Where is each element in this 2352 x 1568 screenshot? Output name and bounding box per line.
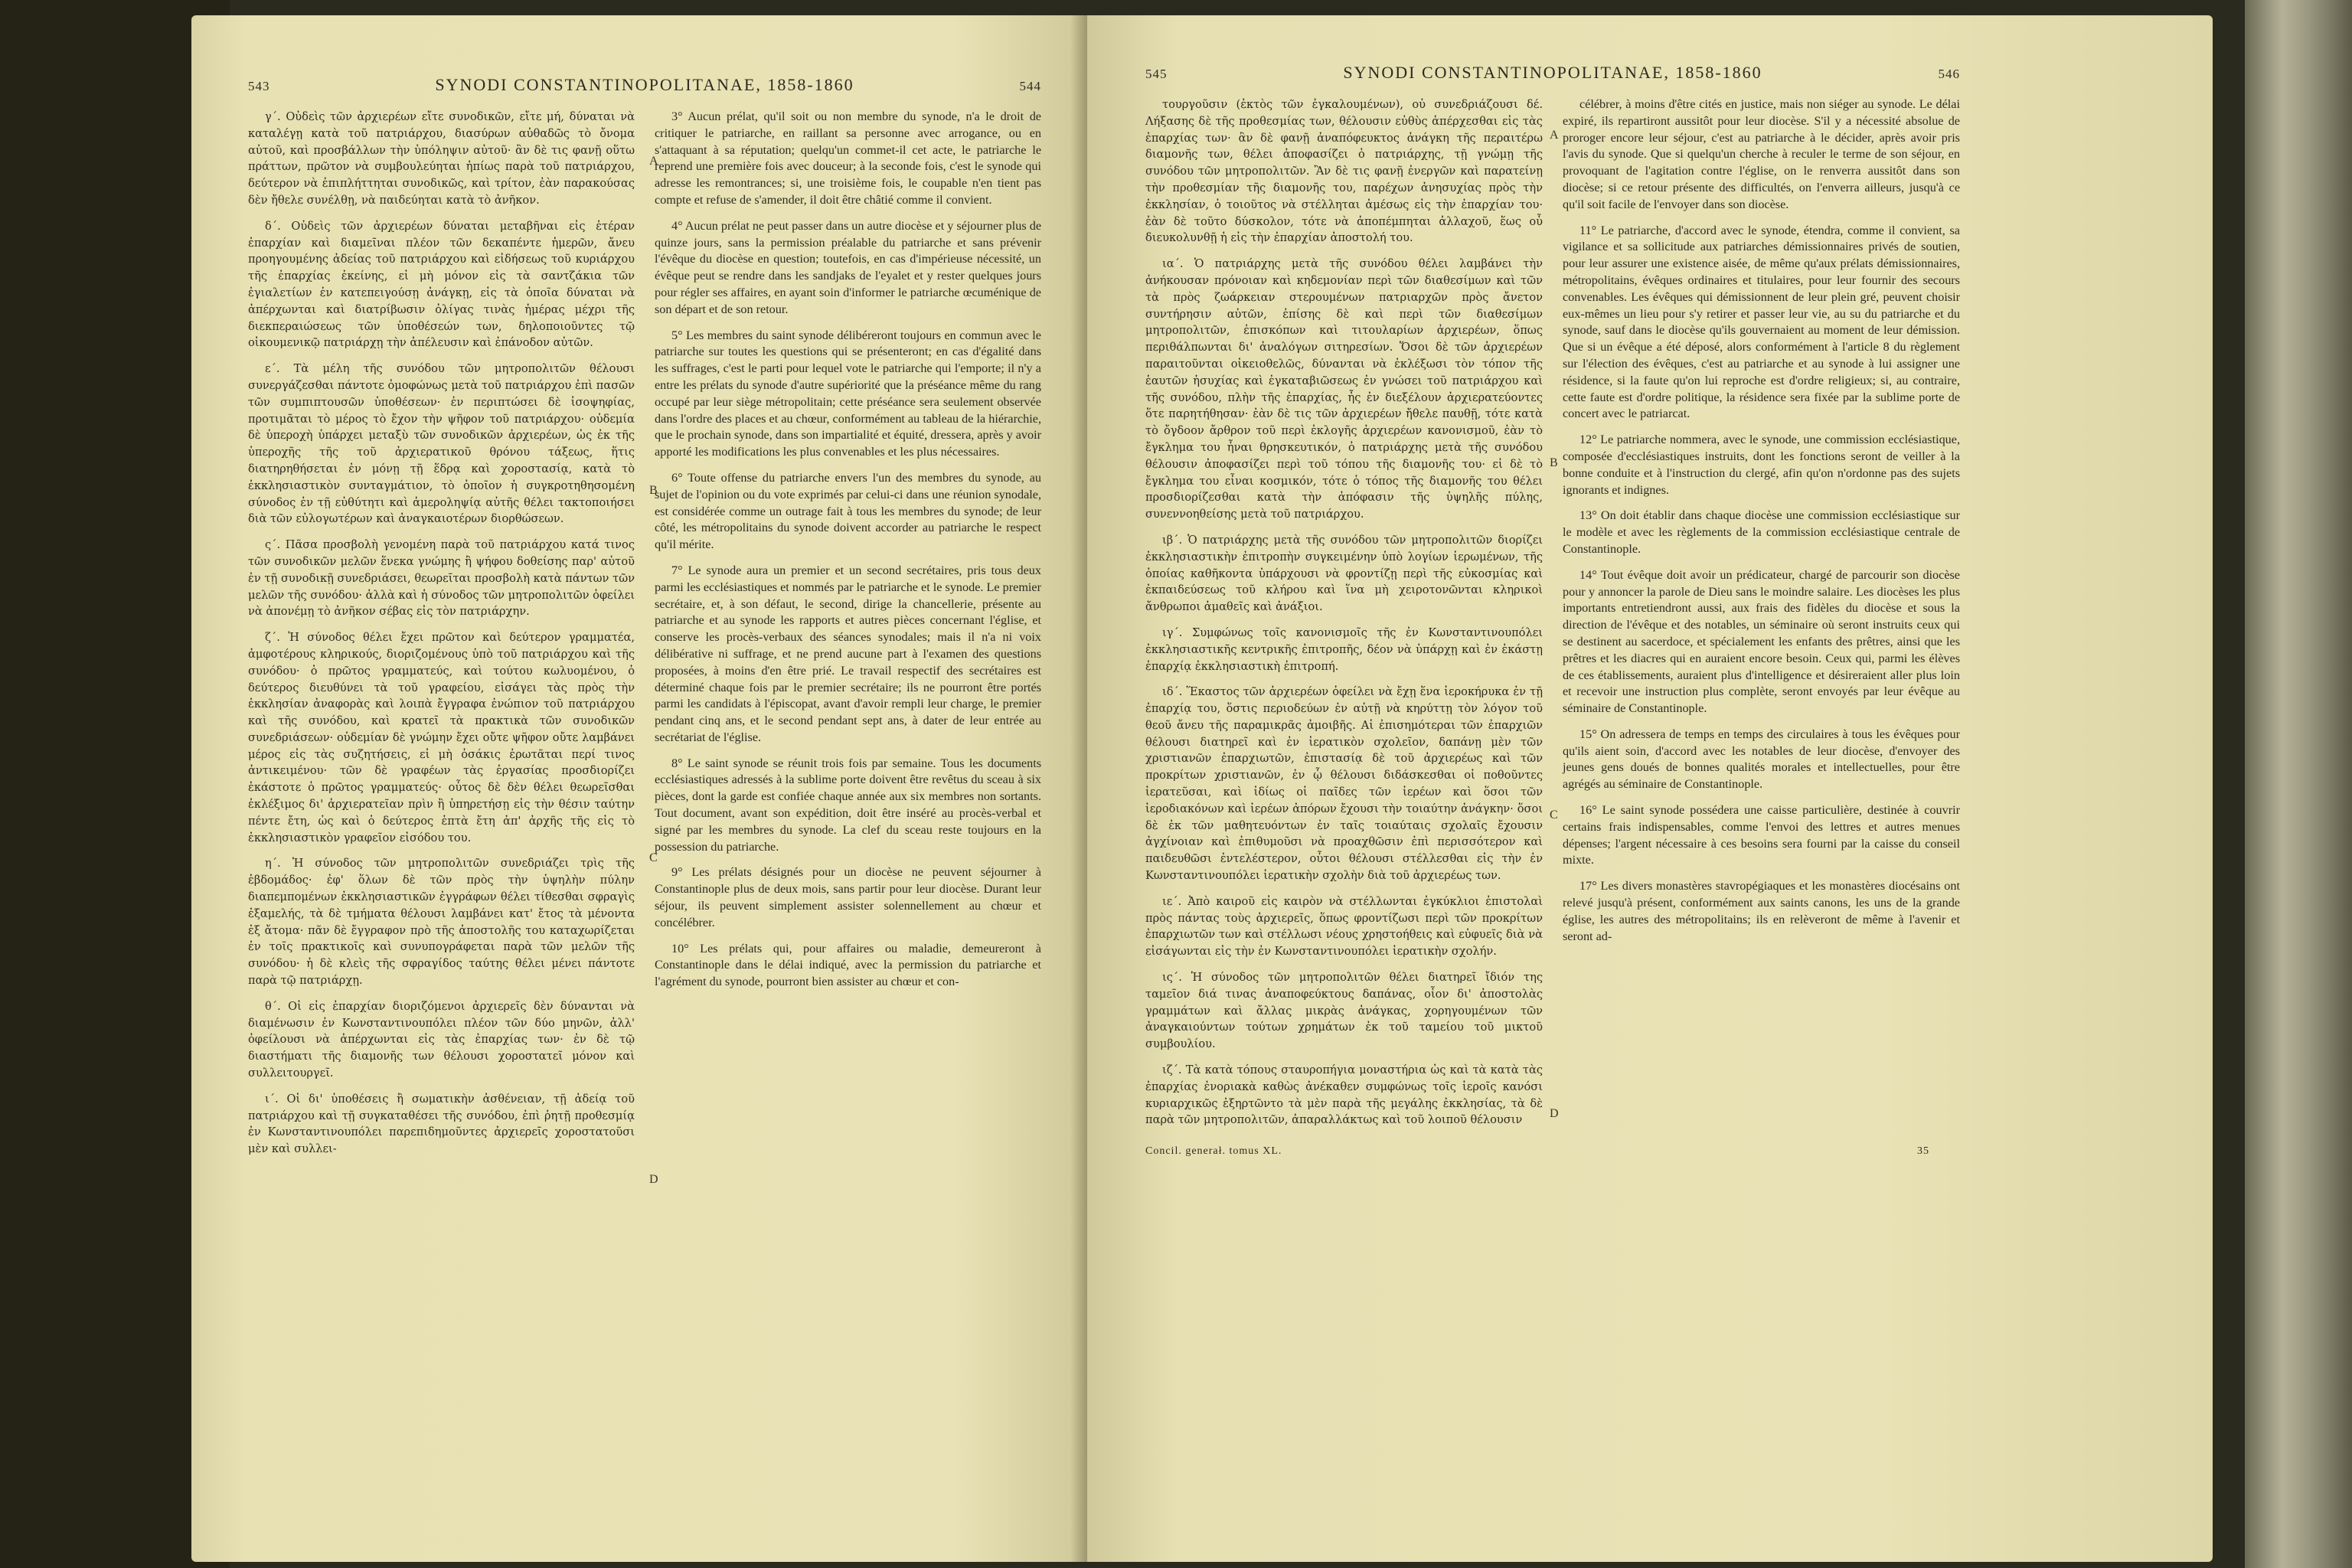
greek-paragraph: τουργοῦσιν (ἐκτὸς τῶν ἐγκαλουμένων), οὐ συνεδριάζουσι δέ. Λήξασης δὲ τῆς προθεσμίας των, θέλουσιν εὐθὺς ἀπέρχεσθαι εἰς τὰς ἐπαρχίας των· ἂν δὲ φανῇ ἀναπόφευκτος ἀνάγκη τῆς περαιτέρω διαμονῆς των, θέλει ἀποφασίζει ὁ πατριάρχης, τῇ γνώμῃ τῆς συνόδου τῶν μητροπολιτῶν. Ἂν δὲ τις φανῇ ἐνεργῶν καὶ παρατείνῃ τὴν προθεσμίαν τῆς διαμονῆς του, παρέχων ἀνησυχίας πρὸς τὴν ἐκκλησίαν, ὁ τοιοῦτος νὰ στέλληται ἀμέσως εἰς τὴν ἐπαρχίαν του· ἐὰν δὲ τοῦτο δύσκολον, τότε νὰ ἀποπέμπηται ἀλλαχοῦ, ἕως οὗ διευκολυνθῇ ἡ εἰς τὴν ἐπαρχίαν ἀποστολή του.	[1145, 98, 1543, 245]
greek-paragraph: θ΄. Οἱ εἰς ἐπαρχίαν διοριζόμενοι ἀρχιερεῖς δὲν δύνανται νὰ διαμένωσιν ἐν Κωνσταντινουπόλει πλέον τῶν δύο μηνῶν, ἀλλ' ὀφείλουσι νὰ ἀπέρχωνται εἰς τὰς ἐπαρχίας των· ἐν δὲ τῷ διαστήματι τῆς διαμονῆς των θέλουσι χοροστατεῖ μόνον καὶ συλλειτουργεῖ.	[248, 999, 635, 1080]
greek-paragraph: ιε΄. Ἀπὸ καιροῦ εἰς καιρὸν νὰ στέλλωνται ἐγκύκλιοι ἐπιστολαὶ πρὸς πάντας τοὺς ἀρχιερεῖς, ὅπως φροντίζωσι περὶ τῶν προκρίτων ἐπαρχιωτῶν των καὶ στέλλωσι νέους χρηστοήθεις καὶ εὐφυεῖς διὰ νὰ εἰσάγωνται εἰς τὴν ἐν Κωνσταντινουπόλει ἱερατικὴν σχολήν.	[1145, 894, 1543, 959]
french-paragraph: 14° Tout évêque doit avoir un prédicateur, chargé de parcourir son diocèse pour y annoncer la parole de Dieu sans le moindre salaire. Les diocèses les plus importants entretiendront aussi, aux frais des fidèles du diocèse et sous la direction de l'évêque et des notables, un séminaire où seront instruits ceux qui se destinent au sacerdoce, et spécialement les enfants des prêtres, ainsi que les prêtres et les diacres qui en auraient encore besoin. Ceux qui, parmi les élèves de ces établissements, auraient plus d'intelligence et désireraient aller plus loin et recevoir une instruction plus complète, seront envoyés par leur évêque au séminaire de Constantinople.	[1563, 567, 1960, 716]
greek-paragraph: γ΄. Οὐδεὶς τῶν ἀρχιερέων εἴτε συνοδικῶν, εἴτε μή, δύναται νὰ καταλέγῃ κατὰ τοῦ πατριάρχου, διασύρων αὐθαδῶς τὸ ὄνομα αὐτοῦ, καὶ προσβάλλων τὴν ὑπόληψιν αὐτοῦ· ἂν δὲ τις φανῇ οὕτω πράττων, πρῶτον νὰ συμβουλεύηται ἠπίως παρὰ τοῦ πατριάρχου, δεύτερον νὰ ἐπιπλήττηται συνοδικῶς, καὶ τρίτον, ἐὰν παρακούσας δὲν ἤθελε συνέλθῃ, νὰ παιδεύηται κατὰ τὸ ἀνῆκον.	[248, 110, 635, 207]
french-paragraph: 6° Toute offense du patriarche envers l'un des membres du synode, au sujet de l'opinion ou du vote exprimés par celui-ci dans une réunion synodale, est considérée comme un outrage fait à tous les membres du synode; de leur côté, les métropolitains du synode doivent accorder au patriarche le respect qu'il mérite.	[655, 470, 1041, 552]
french-paragraph: 11° Le patriarche, d'accord avec le synode, étendra, comme il convient, sa vigilance et sa sollicitude aux patriarches démissionnaires privés de soutien, pour leur assurer une existence aisée, de même qu'aux prélats démissionnaires, métropolitains, évêques ordinaires et titulaires, pour leur fournir des secours convenables. Les évêques qui démissionnent de leur plein gré, peuvent choisir eux-mêmes un lieu pour s'y retirer et passer leur vie, au su du patriarche et du synode, sauf dans le diocèse qu'ils gouvernaient au moment de leur démission. Que si un évêque a été déposé, alors conformément à l'article 8 du règlement sur l'élection des évêques, c'est au patriarche et au synode à lui assigner une résidence, si la faute qu'on lui reproche est d'ordre religieux; si, au contraire, cette faute est d'ordre politique, la résidence sera fixée par la sublime porte de concert avec le patriarcat.	[1563, 223, 1960, 421]
margin-marker-a: A	[1550, 129, 1559, 142]
greek-paragraph: ς΄. Πᾶσα προσβολὴ γενομένη παρὰ τοῦ πατριάρχου κατά τινος τῶν συνοδικῶν μελῶν ἕνεκα γνώμης ἢ ψήφου δοθείσης παρ' αὐτοῦ ἐν τῇ συνοδικῇ συνεδριάσει, θεωρεῖται προσβολὴ κατὰ πάντων τῶν μελῶν τῆς συνόδου· ἀλλὰ καὶ ἡ σύνοδος τῶν μητροπολιτῶν ὀφείλει νὰ ἀπονέμῃ τὸ ἀνῆκον σέβας εἰς τὸν πατριάρχην.	[248, 538, 635, 619]
margin-marker-c: C	[649, 851, 658, 864]
french-paragraph: 13° On doit établir dans chaque diocèse une commission ecclésiastique sur le modèle et avec les règlements de la commission ecclésiastique centrale de Constantinople.	[1563, 508, 1960, 556]
french-paragraph: 15° On adressera de temps en temps des circulaires à tous les évêques pour qu'ils aient soin, d'accord avec les notables de leur diocèse, d'envoyer des jeunes gens doués de bonnes qualités morales et intellectuelles, pour être agrégés au séminaire de Constantinople.	[1563, 727, 1960, 792]
book-page-edges	[2245, 0, 2352, 1568]
running-title-right: SYNODI CONSTANTINOPOLITANAE, 1858-1860	[1343, 63, 1762, 82]
margin-marker-b: B	[1550, 456, 1558, 469]
left-page-columns	[248, 109, 1041, 1186]
margin-marker-a: A	[649, 155, 658, 168]
greek-paragraph: ιζ΄. Τὰ κατὰ τόπους σταυροπήγια μοναστήρια ὡς καὶ τὰ κατὰ τὰς ἐπαρχίας ἐνοριακὰ καθὼς ἀνέκαθεν συμφώνως τοῖς ἱεροῖς κανόσι κυριαρχικῶς ἐξηρτῶντο τὰ μὲν παρὰ τῆς μεγάλης ἐκκλησίας, τὰ δὲ παρὰ τῶν μητροπολιτῶν, ἀπαραλλάκτως καὶ τοῦ λοιποῦ θέλουσιν	[1145, 1063, 1543, 1127]
page-number-543: 543	[248, 79, 270, 93]
right-page	[1087, 15, 2213, 1562]
french-paragraph: 9° Les prélats désignés pour un diocèse ne peuvent séjourner à Constantinople plus de deux mois, sans partir pour leur diocèse. Durant leur séjour, ils peuvent simplement assister solennellement au chœur et concélébrer.	[655, 865, 1041, 929]
margin-marker-d: D	[649, 1173, 658, 1186]
page-number-545: 545	[1145, 67, 1168, 81]
french-paragraph: 10° Les prélats qui, pour affaires ou maladie, demeureront à Constantinople dans le délai indiqué, avec la permission du patriarche et l'agrément du synode, pourront bien assister au chœur et con-	[655, 941, 1041, 989]
margin-marker-d: D	[1550, 1107, 1559, 1120]
french-column-right	[1563, 96, 1960, 1138]
running-head-right	[1145, 63, 1960, 83]
running-head-left	[248, 75, 1041, 95]
greek-paragraph: ζ΄. Ἡ σύνοδος θέλει ἔχει πρῶτον καὶ δεύτερον γραμματέα, ἀμφοτέρους κληρικούς, διοριζομένους ὑπὸ τοῦ πατριάρχου καὶ τῆς συνόδου· ὁ πρῶτος γραμματεύς, καὶ τούτου κωλυομένου, ὁ δεύτερος διευθύνει τὰ τοῦ γραφείου, εἰσάγει τὰς πρὸς τὴν ἐκκλησίαν ἀναφορὰς καὶ λοιπὰ ἔγγραφα ἐνώπιον τοῦ πατριάρχου καὶ τῆς συνόδου, καὶ κρατεῖ τὰ πρακτικὰ τῶν συνοδικῶν συνεδριάσεων· οὐδεμίαν δὲ γνώμην ἔχει οὔτε ψῆφον οὔτε λαμβάνει μέρος εἰς τὰς συζητήσεις, εἰ μὴ ὁσάκις ἐρωτᾶται περί τινος ἀντικειμένου· τῶν δὲ γραφέων τὰς ἐργασίας προσδιορίζει ἑκάστοτε ὁ πρῶτος γραμματεύς· οὗτος δὲ δὲν θέλει θεωρεῖσθαι ἐκλέξιμος δι' ἀρχιερατεῖαν πρὶν ἢ ὑπηρετήσῃ εἰς τὴν θέσιν ταύτην πέντε ἔτη, ὡς καὶ ὁ δεύτερος ἑπτὰ ἔτη ἀπ' ἀρχῆς τῆς εἰς τὸ ἐκκλησιαστικὸν γραφεῖον εἰσόδου του.	[248, 631, 635, 844]
french-paragraph: célébrer, à moins d'être cités en justice, mais non siéger au synode. Le délai expiré, ils repartiront aussitôt pour leur diocèse. S'il y a nécessité absolue de proroger encore leur séjour, c'est au patriarche à le décider, après avoir pris l'avis du synode. Que si quelqu'un cherche à reculer le terme de son séjour, en provoquant de l'agitation contre l'église, on le renverra aussitôt dans son diocèse; si ce retour présente des difficultés, on l'enverra ailleurs, jusqu'à ce qu'il soit facile de l'envoyer dans son diocèse.	[1563, 97, 1960, 211]
page-footer	[1145, 1145, 1960, 1158]
footer-signature-number: 35	[1917, 1145, 1929, 1158]
margin-marker-b: B	[649, 484, 658, 497]
greek-paragraph: ιγ΄. Συμφώνως τοῖς κανονισμοῖς τῆς ἐν Κωνσταντινουπόλει ἐκκλησιαστικῆς κεντρικῆς ἐπιτροπῆς, δέον νὰ ὑπάρχῃ καὶ ἐν ἑκάστῃ ἐπαρχίᾳ ἐκκλησιαστικὴ ἐπιτροπή.	[1145, 626, 1543, 673]
greek-paragraph: ιβ΄. Ὁ πατριάρχης μετὰ τῆς συνόδου τῶν μητροπολιτῶν διορίζει ἐκκλησιαστικὴν ἐπιτροπὴν συγκειμένην ὑπὸ λογίων ἱερωμένων, τῆς ὁποίας καθῆκοντα ὑπάρχουσι νὰ φροντίζῃ περὶ τῆς εὐκοσμίας καὶ ἐκπαιδεύσεως τοῦ κλήρου καὶ ἵνα μὴ χειροτονῶνται κληρικοὶ ἄνθρωποι ἀμαθεῖς καὶ ἀνάξιοι.	[1145, 533, 1543, 614]
greek-column-left	[248, 109, 635, 1167]
page-number-546: 546	[1938, 67, 1960, 81]
page-number-544: 544	[1019, 79, 1041, 93]
greek-paragraph: ιδ΄. Ἕκαστος τῶν ἀρχιερέων ὀφείλει νὰ ἔχῃ ἕνα ἱεροκήρυκα ἐν τῇ ἐπαρχίᾳ του, ὅστις περιοδεύων ἐν αὐτῇ νὰ κηρύττῃ τὸν λόγον τοῦ θεοῦ ἄνευ τῆς παραμικρᾶς ἀμοιβῆς. Αἱ ἐπισημότεραι τῶν ἐπαρχιῶν θέλουσι διατηρεῖ καὶ ἐν ἱερατικὸν σχολεῖον, δαπάνῃ μὲν τῶν χριστιανῶν ἐπαρχιωτῶν, ἐπιστασίᾳ δὲ τοῦ ἀρχιερέως καὶ τῶν προκρίτων χριστιανῶν, ἐν ᾧ θέλουσι διδάσκεσθαι οἱ ποθοῦντες ἱερατεῦσαι, καὶ ἰδίως οἱ παῖδες τῶν ἱερέων καὶ ὅσοι τῶν ἱεροδιακόνων καὶ ἱερέων ἀπόρων ἔχουσι τὴν τοιαύτην ἀνάγκην· ὅσοι δὲ ἐκ τῶν μαθητευόντων ἐν ταῖς τοιαύταις σχολαῖς ἔχουσιν ἀγχίνοιαν καὶ ἐπιθυμοῦσι νὰ προαχθῶσιν ἐπὶ περισσότερον καὶ παιδευθῶσι ἐντελέστερον, οὗτοι θέλουσι στέλλεσθαι εἰς τὴν ἐν Κωνσταντινουπόλει ἱερατικὴν σχολὴν διὰ τοῦ ἀρχιερέως των.	[1145, 685, 1543, 883]
french-paragraph: 12° Le patriarche nommera, avec le synode, une commission ecclésiastique, composée d'ecclésiastiques instruits, dont les fonctions seront de veiller à la bonne conduite et à l'instruction du clergé, afin qu'on n'ordonne pas des sujets ignorants et indignes.	[1563, 433, 1960, 497]
greek-paragraph: ε΄. Τὰ μέλη τῆς συνόδου τῶν μητροπολιτῶν θέλουσι συνεργάζεσθαι πάντοτε ὁμοφώνως μετὰ τοῦ πατριάρχου ἐπὶ πασῶν τῶν συμπιπτουσῶν ὑποθέσεων· ἐν περιπτώσει δὲ ἰσοψηφίας, προτιμᾶται τὸ μέρος τὸ ἔχον τὴν ψῆφον τοῦ πατριάρχου· οὐδεμία δὲ ὑπεροχὴ ὑπάρχει μεταξὺ τῶν συνοδικῶν ἀρχιερέων, ὡς ἐκ τῆς ὑπεροχῆς τῆς τοῦ ἀρχιερατικοῦ θρόνου τάξεως, ἥτις διατηρηθήσεται ἐν μόνῃ τῇ ἕδρᾳ καὶ χοροστασίᾳ, κατὰ τὸ ἐκκλησιαστικὸν συνταγμάτιον, τὸ ὁποῖον ἡ συγκροτηθησομένη σύνοδος ἐν τῇ εὐθύτητι καὶ ἀμεροληψίᾳ αὐτῆς θέλει τακτοποιήσει διὰ τῶν εὐλογωτέρων καὶ ἀναγκαιοτέρων διορθώσεων.	[248, 362, 635, 526]
french-paragraph: 3° Aucun prélat, qu'il soit ou non membre du synode, n'a le droit de critiquer le patriarche, en raillant sa personne avec arrogance, ou en s'attaquant à sa réputation; quelqu'un commet-il cet acte, le patriarche le reprend une première fois avec douceur; à la seconde fois, c'est le synode qui adresse les remontrances; si, une troisième fois, le coupable n'en tient pas compte et refuse de s'amender, il doit être châtié comme il convient.	[655, 109, 1041, 207]
french-paragraph: 7° Le synode aura un premier et un second secrétaires, pris tous deux parmi les ecclésiastiques et nommés par le patriarche et le synode. Le premier secrétaire, et, à son défaut, le second, dirige la chancellerie, présente au patriarche et au synode les rapports et autres pièces concernant l'église, et conserve les procès-verbaux des séances synodales; mais il n'a ni voix délibérative ni suffrage, et ne prend aucune part à l'examen des questions proposées, à moins d'en être prié. Le travail respectif des secrétaires est déterminé chaque fois par le premier secrétaire; ils ne pourront être portés parmi les candidats à l'épiscopat, avant d'avoir rempli leur charge, le premier pendant cinq ans, et le second pendant sept ans, à dater de leur entrée au secrétariat de l'église.	[655, 563, 1041, 744]
french-paragraph: 5° Les membres du saint synode délibéreront toujours en commun avec le patriarche sur toutes les questions qui se présenteront; en cas d'égalité dans les suffrages, c'est le parti pour lequel vote le patriarche qui l'emporte; il n'y a entre les prélats du synode d'autre supériorité que la préséance même du rang occupé par leur siège métropolitain; cette préséance sera seulement observée dans l'ordre des places et au chœur, conformément au tableau de la hiérarchie, que le prochain synode, dans son impartialité et équité, dressera, après y avoir apporté les modifications les plus convenables et les plus nécessaires.	[655, 328, 1041, 459]
greek-column-right	[1145, 96, 1543, 1138]
footer-volume-label: Concil. generał. tomus XL.	[1145, 1145, 1282, 1158]
greek-paragraph: δ΄. Οὐδεὶς τῶν ἀρχιερέων δύναται μεταβῆναι εἰς ἑτέραν ἐπαρχίαν καὶ διαμεῖναι πλέον τῶν δεκαπέντε ἡμερῶν, ἄνευ προηγουμένης ἀδείας τοῦ πατριάρχου καὶ εἰδήσεως τοῦ κυριάρχου τῆς ἐπαρχίας ἐκείνης, εἰ μὴ μόνον εἰς τὰ σαντζάκια τῶν ἐγιαλετίων ἐν κατεπειγούσῃ ἀνάγκῃ, εἰς τὰ ὁποῖα δύναται νὰ ἀπέρχωνται καὶ διατρίβωσιν ὀλίγας τινὰς ἡμέρας μέχρι τῆς διεκπεραιώσεως τῶν ὑποθέσεών των, δηλοποιοῦντες τῷ οἰκουμενικῷ πατριάρχῃ τὴν ἀπέλευσιν καὶ ἐπάνοδον αὐτῶν.	[248, 219, 635, 350]
french-paragraph: 4° Aucun prélat ne peut passer dans un autre diocèse et y séjourner plus de quinze jours, sans la permission préalable du patriarche et sans prévenir l'évêque du diocèse en question; toutefois, en cas d'impérieuse nécessité, un évêque peut se rendre dans les sandjaks de l'eyalet et y rester quelques jours pour régler ses affaires, en ayant soin d'informer le patriarche œcuménique de son départ et de son retour.	[655, 218, 1041, 316]
greek-paragraph: ις΄. Ἡ σύνοδος τῶν μητροπολιτῶν θέλει διατηρεῖ ἴδιόν της ταμεῖον διά τινας ἀναποφεύκτους δαπάνας, οἷον δι' ἀποστολὰς γραμμάτων καὶ ἄλλας μικρὰς ἀνάγκας, χορηγουμένων τῶν ἀναγκαιούντων τούτων χρημάτων ἐκ τοῦ ταμείου τοῦ μικτοῦ συμβουλίου.	[1145, 971, 1543, 1051]
margin-marker-c: C	[1550, 808, 1558, 822]
greek-paragraph: ια΄. Ὁ πατριάρχης μετὰ τῆς συνόδου θέλει λαμβάνει τὴν ἀνήκουσαν πρόνοιαν καὶ κηδεμονίαν περὶ τῶν διαθεσίμων καὶ τῶν τὰ πρὸς ζωάρκειαν στερουμένων πατριαρχῶν πρὸς ἄνετον συντήρησιν αὐτῶν, ἐπίσης δὲ καὶ περὶ τῶν διαθεσίμων μητροπολιτῶν, ἐπισκόπων καὶ τιτουλαρίων ἀρχιερέων, ὅπως περιθάλπωνται δι' ἀναλόγων σιτηρεσίων. Ὅσοι δὲ τῶν ἀρχιερέων παραιτοῦνται οἰκειοθελῶς, δύνανται νὰ ἐκλέξωσι τὸν τόπον τῆς ἑαυτῶν ἡσυχίας καὶ ἐγκαταβιῶσεως ἐν γνώσει τοῦ πατριάρχου καὶ τῆς συνόδου, πλὴν τῆς ἐπαρχίας, ἧς ἐν διεξέλουν ἀρχιερατεύοντες ὅτε παρητήθησαν· ἐὰν δὲ τις τῶν ἀρχιερέων ἤθελε παυθῇ, τότε κατὰ τὸ ὄγδοον ἄρθρον τοῦ περὶ ἐκλογῆς ἀρχιερέων κανονισμοῦ, ἐὰν τὸ ἔγκλημα του ἦναι θρησκευτικόν, ὁ πατριάρχης μετὰ τῆς συνόδου θέλουσιν ἀποφασίζει περὶ τοῦ τόπου τῆς διαμονῆς του· εἰ δὲ τὸ ἔγκλημα του εἶναι κοσμικόν, τότε ὁ τόπος τῆς διαμονῆς του θέλει προσδιορίζεσθαι κατὰ τὴν ἀπόφασιν τῆς ὑψηλῆς πύλης, συνεννοηθείσης μετὰ τοῦ πατριάρχου.	[1145, 257, 1543, 521]
french-paragraph: 17° Les divers monastères stavropégiaques et les monastères diocésains ont relevé jusqu'à présent, conformément aux saints canons, les uns de la grande église, les autres des métropolitains; ils en relèveront de même à l'avenir et seront ad-	[1563, 879, 1960, 943]
french-column-left	[655, 109, 1041, 1167]
greek-paragraph: ι΄. Οἱ δι' ὑποθέσεις ἢ σωματικὴν ἀσθένειαν, τῇ ἀδείᾳ τοῦ πατριάρχου καὶ τῇ συγκαταθέσει τῆς συνόδου, ἐπὶ ῥητῇ προθεσμίᾳ ἐν Κωνσταντινουπόλει παρεπιδημοῦντες ἀρχιερεῖς χοροστατοῦσι μὲν καὶ συλλει-	[248, 1092, 635, 1156]
greek-paragraph: η΄. Ἡ σύνοδος τῶν μητροπολιτῶν συνεδριάζει τρὶς τῆς ἑβδομάδος· ἐφ' ὅλων δὲ τῶν πρὸς τὴν ὑψηλὴν πύλην διαπεμπομένων ἐκκλησιαστικῶν ἐγγράφων θέλει τίθεσθαι σφραγὶς ἐξαμελής, τὰ δὲ τμήματα θέλουσι λαμβάνει κατ' ἔτος τὰ μένοντα ἐξ ἄτομα· πᾶν δὲ ἔγγραφον πρὸ τῆς ἀποστολῆς του καταχωρίζεται ἐν τοῖς πρακτικοῖς καὶ συνυπογράφεται παρὰ τῶν μελῶν τῆς συνόδου· ἡ δὲ κλεὶς τῆς σφραγίδος ταύτης θέλει μένει πάντοτε παρὰ τῷ πατριάρχῃ.	[248, 857, 635, 988]
french-paragraph: 8° Le saint synode se réunit trois fois par semaine. Tous les documents ecclésiastiques adressés à la sublime porte doivent être revêtus du sceau à six pièces, dont la garde est confiée chaque année aux six membres non sortants. Tout document, avant son expédition, doit être inséré au procès-verbal et signé par les membres du synode. La clef du sceau reste toujours en la possession du patriarche.	[655, 756, 1041, 854]
running-title-left: SYNODI CONSTANTINOPOLITANAE, 1858-1860	[435, 75, 854, 94]
french-paragraph: 16° Le saint synode possédera une caisse particulière, destinée à couvrir certains frais indispensables, comme l'envoi des lettres et autres menues dépenses; l'argent nécessaire à ces besoins sera fourni par la caisse du conseil mixte.	[1563, 803, 1960, 867]
left-page	[191, 15, 1087, 1562]
right-page-columns	[1145, 96, 1960, 1138]
